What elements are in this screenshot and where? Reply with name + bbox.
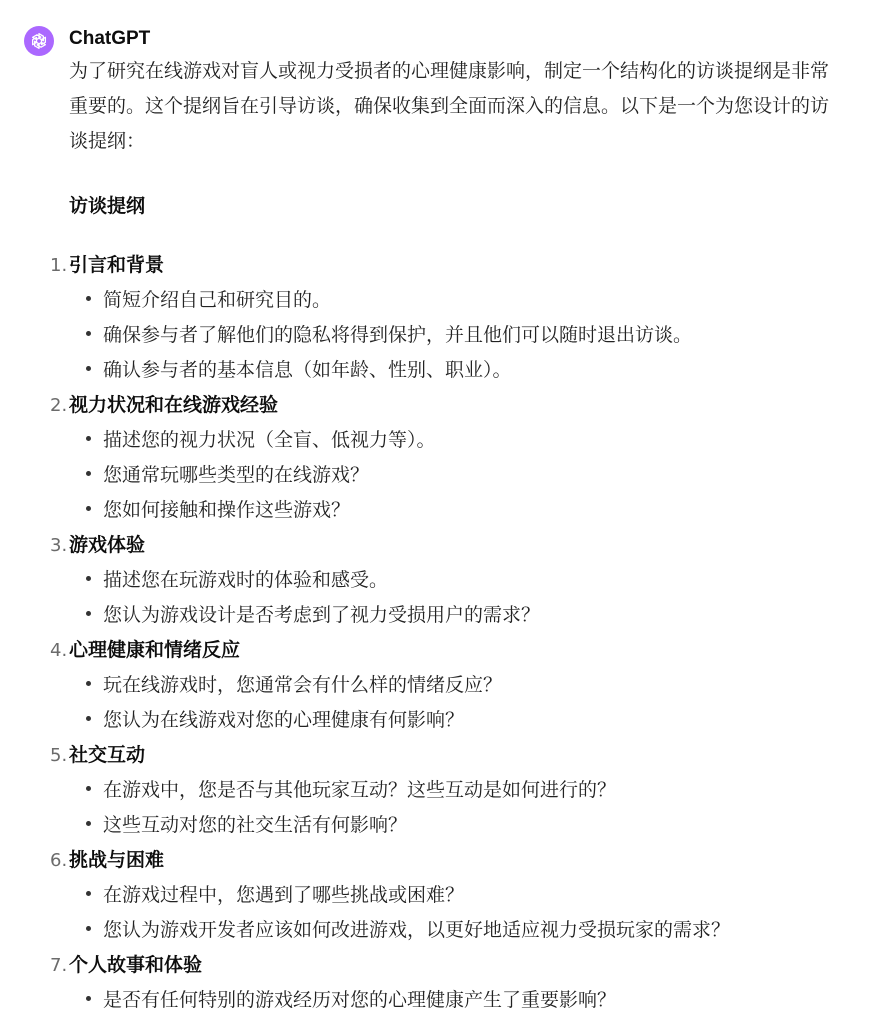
bullet-item: [103, 773, 839, 808]
bullet-text: 您认为游戏设计是否考虑到了视力受损用户的需求？: [103, 604, 541, 626]
bullet-item: [103, 878, 839, 913]
bullet-list: [69, 878, 839, 948]
section-title: [50, 738, 839, 773]
bullet-text: 您认为在线游戏对您的心理健康有何影响？: [103, 709, 465, 731]
bullet-text: 玩在线游戏时，您通常会有什么样的情绪反应？: [103, 674, 503, 696]
section-title-text: 挑战与困难: [69, 849, 165, 871]
bullet-dot-icon: [86, 366, 91, 371]
bullet-item: [103, 913, 839, 948]
bullet-text: 您认为游戏开发者应该如何改进游戏，以更好地适应视力受损玩家的需求？: [103, 919, 731, 941]
bullet-dot-icon: [86, 576, 91, 581]
bullet-list: [69, 773, 839, 843]
bullet-dot-icon: [86, 681, 91, 686]
bullet-item: [103, 703, 839, 738]
bullet-dot-icon: [86, 331, 91, 336]
message-content: [50, 24, 839, 1018]
bullet-text: 在游戏过程中，您遇到了哪些挑战或困难？: [103, 884, 465, 906]
bullet-dot-icon: [86, 506, 91, 511]
bullet-text: 您通常玩哪些类型的在线游戏？: [103, 464, 370, 486]
section-title: [50, 248, 839, 283]
author-name: ChatGPT: [69, 28, 151, 49]
bullet-dot-icon: [86, 926, 91, 931]
outline-section: [50, 388, 839, 528]
section-title-text: 视力状况和在线游戏经验: [69, 394, 279, 416]
bullet-dot-icon: [86, 611, 91, 616]
bullet-item: [103, 563, 839, 598]
bullet-text: 这些互动对您的社交生活有何影响？: [103, 814, 408, 836]
section-title: [50, 843, 839, 878]
bullet-text: 在游戏中，您是否与其他玩家互动？这些互动是如何进行的？: [103, 779, 617, 801]
outline-section: [50, 248, 839, 388]
bullet-dot-icon: [86, 996, 91, 1001]
section-title-text: 心理健康和情绪反应: [69, 639, 241, 661]
section-number: 3.: [50, 535, 68, 556]
outline-section: [50, 633, 839, 738]
bullet-item: [103, 423, 839, 458]
bullet-text: 确保参与者了解他们的隐私将得到保护，并且他们可以随时退出访谈。: [103, 324, 693, 346]
bullet-text: 是否有任何特别的游戏经历对您的心理健康产生了重要影响？: [103, 989, 617, 1011]
section-title: [50, 633, 839, 668]
intro-paragraph[interactable]: 为了研究在线游戏对盲人或视力受损者的心理健康影响，制定一个结构化的访谈提纲是非常重要的。这个提纲旨在引导访谈，确保收集到全面而深入的信息。以下是一个为您设计的访谈提纲：: [69, 60, 830, 152]
bullet-item: [103, 353, 839, 388]
section-title-text: 游戏体验: [69, 534, 146, 556]
bullet-dot-icon: [86, 471, 91, 476]
bullet-item: [103, 808, 839, 843]
section-title-text: 个人故事和体验: [69, 954, 203, 976]
bullet-item: [103, 668, 839, 703]
outline-section: [50, 528, 839, 633]
section-number: 6.: [50, 850, 68, 871]
section-number: 5.: [50, 745, 68, 766]
outline-list: [50, 248, 839, 1018]
bullet-dot-icon: [86, 296, 91, 301]
section-title: [50, 388, 839, 423]
bullet-item: [103, 458, 839, 493]
bullet-dot-icon: [86, 891, 91, 896]
section-title: [50, 948, 839, 983]
bullet-text: 确认参与者的基本信息（如年龄、性别、职业）。: [103, 359, 512, 381]
bullet-list: [69, 668, 839, 738]
bullet-list: [69, 423, 839, 528]
bullet-dot-icon: [86, 716, 91, 721]
bullet-item: [103, 493, 839, 528]
bullet-list: [69, 563, 839, 633]
outline-heading: 访谈提纲: [69, 195, 146, 217]
bullet-item: [103, 318, 839, 353]
section-title-text: 社交互动: [69, 744, 146, 766]
bullet-text: 描述您在玩游戏时的体验和感受。: [103, 569, 389, 591]
section-number: 2.: [50, 395, 68, 416]
outline-section: [50, 738, 839, 843]
section-number: 7.: [50, 955, 68, 976]
bullet-item: [103, 283, 839, 318]
section-number: 1.: [50, 255, 68, 276]
section-title: [50, 528, 839, 563]
section-title-text: 引言和背景: [69, 254, 165, 276]
openai-logo-icon: [24, 26, 54, 56]
bullet-item: [103, 598, 839, 633]
section-number: 4.: [50, 640, 68, 661]
bullet-text: 描述您的视力状况（全盲、低视力等）。: [103, 429, 436, 451]
bullet-text: 简短介绍自己和研究目的。: [103, 289, 332, 311]
bullet-dot-icon: [86, 786, 91, 791]
bullet-text: 您如何接触和操作这些游戏？: [103, 499, 351, 521]
bullet-list: [69, 283, 839, 388]
outline-section: [50, 843, 839, 948]
bullet-dot-icon: [86, 436, 91, 441]
outline-section: [50, 948, 839, 1018]
bullet-dot-icon: [86, 821, 91, 826]
